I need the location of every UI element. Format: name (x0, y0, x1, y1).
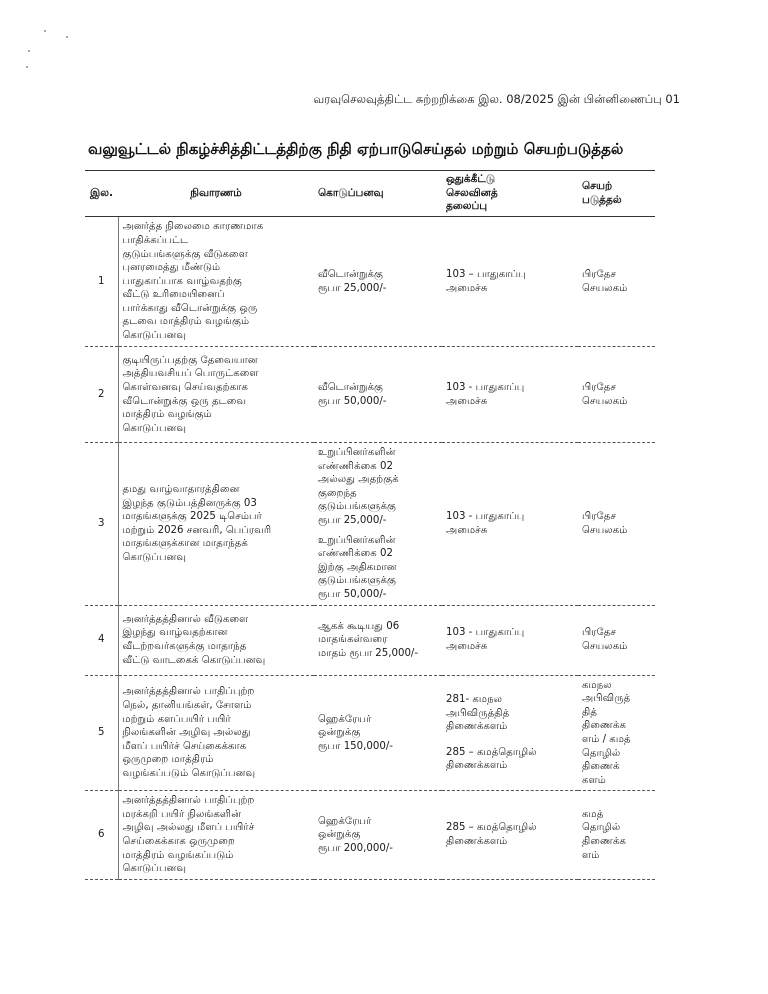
row-number: 2 (85, 347, 118, 443)
relief-description: குடியிருப்பதற்கு தேவையான அத்தியவசியப் பொருட்களை கொள்வனவு செய்வதற்காக வீடொன்றுக்கு ஒரு தடவை மாத்திரம் வழங்கும் கொடுப்பனவு (118, 347, 314, 443)
payment-amount (314, 347, 442, 443)
payment-line: வீடொன்றுக்கு ரூபா 25,000/- (318, 268, 387, 294)
table-row (85, 217, 655, 347)
implementing-agency: கமநல அபிவிருத் தித் திணைக்க ளம் / கமத் தொழில் திணைக் களம் (578, 675, 655, 791)
payment-amount (314, 605, 442, 675)
payment-amount (314, 675, 442, 791)
annex-reference: வரவுசெலவுத்திட்ட சுற்றறிக்கை இல. 08/2025 இன் பின்னிணைப்பு 01 (313, 92, 680, 106)
payment-line: வீடொன்றுக்கு ரூபா 50,000/- (318, 381, 387, 407)
expenditure-head (442, 605, 578, 675)
header-description: நிவாரணம் (118, 171, 314, 217)
expenditure-line: 103 – பாதுகாப்பு அமைச்சு (446, 268, 526, 294)
payment-line: ஆகக் கூடியது 06 மாதங்கள்வரை மாதம் ரூபா 25,000/- (318, 620, 419, 659)
table-row (85, 675, 655, 791)
header-payment: கொடுப்பனவு (314, 171, 442, 217)
expenditure-head (442, 217, 578, 347)
row-number: 6 (85, 791, 118, 880)
payment-line: உறுப்பினர்களின் எண்ணிக்கை 02 அல்லது அதற்குக் குறைந்த குடும்பங்களுக்கு ரூபா 25,000/- (318, 447, 399, 526)
row-number: 4 (85, 605, 118, 675)
row-number: 5 (85, 675, 118, 791)
table-row (85, 443, 655, 606)
payment-amount (314, 791, 442, 880)
table-row (85, 791, 655, 880)
implementing-agency: பிரதேச செயலகம் (578, 443, 655, 606)
relief-table (85, 170, 655, 880)
header-expenditure-head: ஒதுக்கீட்டு செலவினத் தலைப்பு (442, 171, 578, 217)
implementing-agency: பிரதேச செயலகம் (578, 217, 655, 347)
payment-amount (314, 443, 442, 606)
relief-description: அனர்த்த நிலைமை காரணமாக பாதிக்கப்பட்ட குடும்பங்களுக்கு வீடுகளை புனரமைத்து மீண்டும் பாதுகாப்பாக வாழ்வதற்கு வீட்டு உரிமையினைப் பார்க்காது வீடொன்றுக்கு ஒரு தடவை மாத்திரம் வழங்கும் கொடுப்பனவு (118, 217, 314, 347)
implementing-agency: கமத் தொழில் திணைக்க ளம் (578, 791, 655, 880)
table-header-row (85, 171, 655, 217)
table-row (85, 605, 655, 675)
relief-description: அனர்த்தத்தினால் பாதிப்புற்ற நெல், தானியங்கள், சோளம் மற்றும் களப்பயிர் பயிர் நிலங்களின் அழிவு அல்லது மீளப் பயிர்ச் செய்கைக்காக ஒருமுறை மாத்திரம் வழங்கப்படும் கொடுப்பனவு (118, 675, 314, 791)
expenditure-line: 103 - பாதுகாப்பு அமைச்சு (446, 381, 525, 407)
row-number: 1 (85, 217, 118, 347)
expenditure-head (442, 443, 578, 606)
expenditure-head (442, 791, 578, 880)
relief-description: அனர்த்தத்தினால் பாதிப்புற்ற மரக்கறி பயிர் நிலங்களின் அழிவு அல்லது மீளப் பயிர்ச் செய்கைக்காக ஒருமுறை மாத்திரம் வழங்கப்படும் கொடுப்பனவு (118, 791, 314, 880)
expenditure-line: 285 – கமத்தொழில் திணைக்களம் (446, 822, 537, 848)
expenditure-line: 103 - பாதுகாப்பு அமைச்சு (446, 627, 525, 653)
relief-description: தமது வாழ்வாதாரத்தினை இழந்த குடும்பத்தினருக்கு 03 மாதங்களுக்கு 2025 டிசெம்பர் மற்றும் 2026 சனவரி, பெப்ரவரி மாதங்களுக்கான மாதாந்தக் கொடுப்பனவு (118, 443, 314, 606)
table-row (85, 347, 655, 443)
row-number: 3 (85, 443, 118, 606)
implementing-agency: பிரதேச செயலகம் (578, 347, 655, 443)
header-no: இல. (85, 171, 118, 217)
expenditure-head (442, 675, 578, 791)
payment-line: ஹெக்ரேயர் ஒன்றுக்கு ரூபா 200,000/- (318, 815, 393, 854)
relief-description: அனர்த்தத்தினால் வீடுகளை இழந்து வாழ்வதற்கான வீடற்றவர்களுக்கு மாதாந்த வீட்டு வாடகைக் கொடுப்பனவு (118, 605, 314, 675)
payment-amount (314, 217, 442, 347)
expenditure-line: 103 - பாதுகாப்பு அமைச்சு (446, 511, 525, 536)
expenditure-line: 281- கமநல அபிவிருத்தித் திணைக்களம் (446, 693, 510, 733)
expenditure-line: 285 – கமத்தொழில் திணைக்களம் (446, 746, 537, 772)
implementing-agency: பிரதேச செயலகம் (578, 605, 655, 675)
payment-line: ஹெக்ரேயர் ஒன்றுக்கு ரூபா 150,000/- (318, 713, 393, 752)
payment-line: உறுப்பினர்களின் எண்ணிக்கை 02 இற்கு அதிகமான குடும்பங்களுக்கு ரூபா 50,000/- (318, 534, 397, 600)
expenditure-head (442, 347, 578, 443)
page-title: வலுவூட்டல் நிகழ்ச்சித்திட்டத்திற்கு நிதி ஏற்பாடுசெய்தல் மற்றும் செயற்படுத்தல் (88, 140, 624, 158)
header-implementation: செயற் படுத்தல் (578, 171, 655, 217)
